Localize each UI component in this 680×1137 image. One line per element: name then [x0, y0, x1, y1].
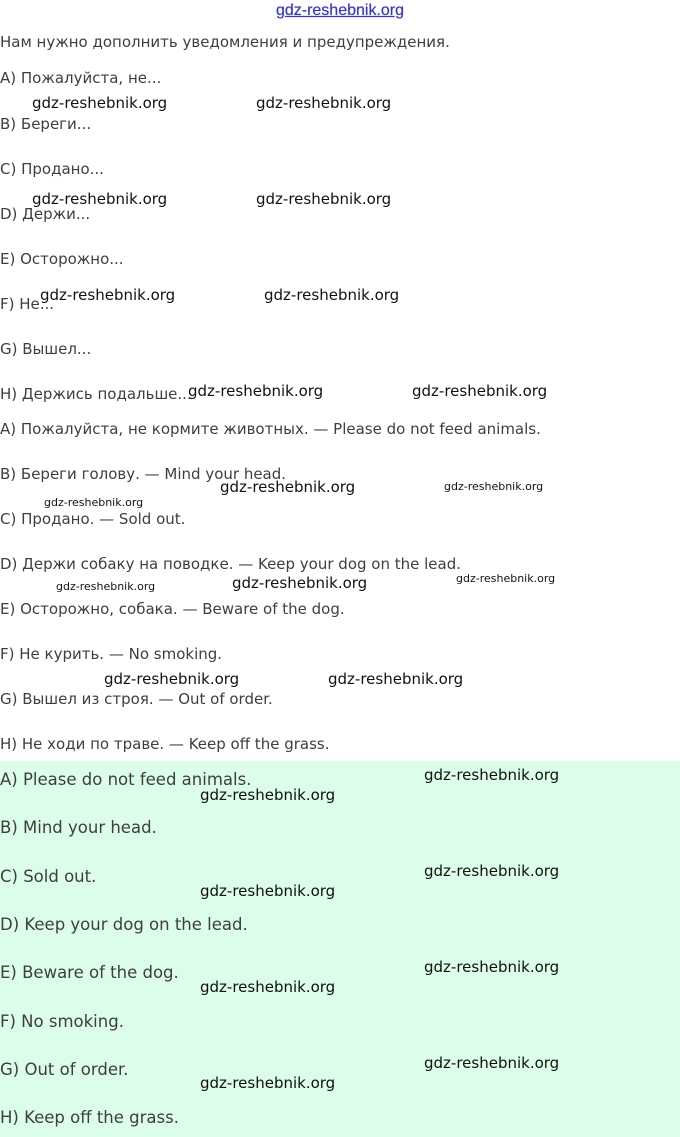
watermark: gdz-reshebnik.org — [40, 286, 176, 304]
watermark: gdz-reshebnik.org — [56, 580, 156, 593]
answer-g: G) Out of order. — [0, 1060, 129, 1079]
watermark: gdz-reshebnik.org — [424, 766, 560, 784]
watermark: gdz-reshebnik.org — [256, 94, 392, 112]
watermark: gdz-reshebnik.org — [264, 286, 400, 304]
watermark: gdz-reshebnik.org — [200, 882, 336, 900]
watermark: gdz-reshebnik.org — [188, 382, 324, 400]
answer-f: F) No smoking. — [0, 1012, 124, 1031]
watermark: gdz-reshebnik.org — [424, 1054, 560, 1072]
prompt-h: H) Держись подальше... — [0, 385, 192, 403]
watermark: gdz-reshebnik.org — [444, 480, 544, 493]
answer-h: H) Keep off the grass. — [0, 1108, 179, 1127]
prompt-e: E) Осторожно... — [0, 250, 124, 268]
watermark: gdz-reshebnik.org — [412, 382, 548, 400]
prompt-a: A) Пожалуйста, не... — [0, 69, 162, 87]
translation-d: D) Держи собаку на поводке. — Keep your dog on the lead. — [0, 555, 462, 573]
watermark: gdz-reshebnik.org — [44, 496, 144, 509]
prompt-b: B) Береги... — [0, 115, 92, 133]
watermark: gdz-reshebnik.org — [232, 574, 368, 592]
prompt-g: G) Вышел... — [0, 340, 92, 358]
translation-g: G) Вышел из строя. — Out of order. — [0, 690, 273, 708]
watermark: gdz-reshebnik.org — [200, 786, 336, 804]
watermark: gdz-reshebnik.org — [328, 670, 464, 688]
watermark: gdz-reshebnik.org — [32, 94, 168, 112]
answer-b: B) Mind your head. — [0, 818, 157, 837]
translation-f: F) Не курить. — No smoking. — [0, 645, 223, 663]
site-link[interactable]: gdz-reshebnik.org — [275, 2, 405, 19]
watermark: gdz-reshebnik.org — [200, 1074, 336, 1092]
translation-e: E) Осторожно, собака. — Beware of the dog. — [0, 600, 345, 618]
watermark: gdz-reshebnik.org — [220, 478, 356, 496]
watermark: gdz-reshebnik.org — [256, 190, 392, 208]
answer-a: A) Please do not feed animals. — [0, 770, 252, 789]
watermark: gdz-reshebnik.org — [424, 958, 560, 976]
answer-c: C) Sold out. — [0, 867, 97, 886]
watermark: gdz-reshebnik.org — [32, 190, 168, 208]
answer-d: D) Keep your dog on the lead. — [0, 915, 248, 934]
prompt-d: D) Держи... — [0, 205, 91, 223]
answer-e: E) Beware of the dog. — [0, 963, 179, 982]
translation-h: H) Не ходи по траве. — Keep off the grass. — [0, 735, 330, 753]
watermark: gdz-reshebnik.org — [200, 978, 336, 996]
prompt-c: C) Продано... — [0, 160, 104, 178]
watermark: gdz-reshebnik.org — [424, 862, 560, 880]
translation-c: C) Продано. — Sold out. — [0, 510, 186, 528]
prompt-f: F) Не... — [0, 295, 55, 313]
intro-text: Нам нужно дополнить уведомления и предупреждения. — [0, 33, 450, 51]
translation-b: B) Береги голову. — Mind your head. — [0, 465, 287, 483]
translation-a: A) Пожалуйста, не кормите животных. — Please do not feed animals. — [0, 420, 541, 438]
watermark: gdz-reshebnik.org — [104, 670, 240, 688]
watermark: gdz-reshebnik.org — [456, 572, 556, 585]
